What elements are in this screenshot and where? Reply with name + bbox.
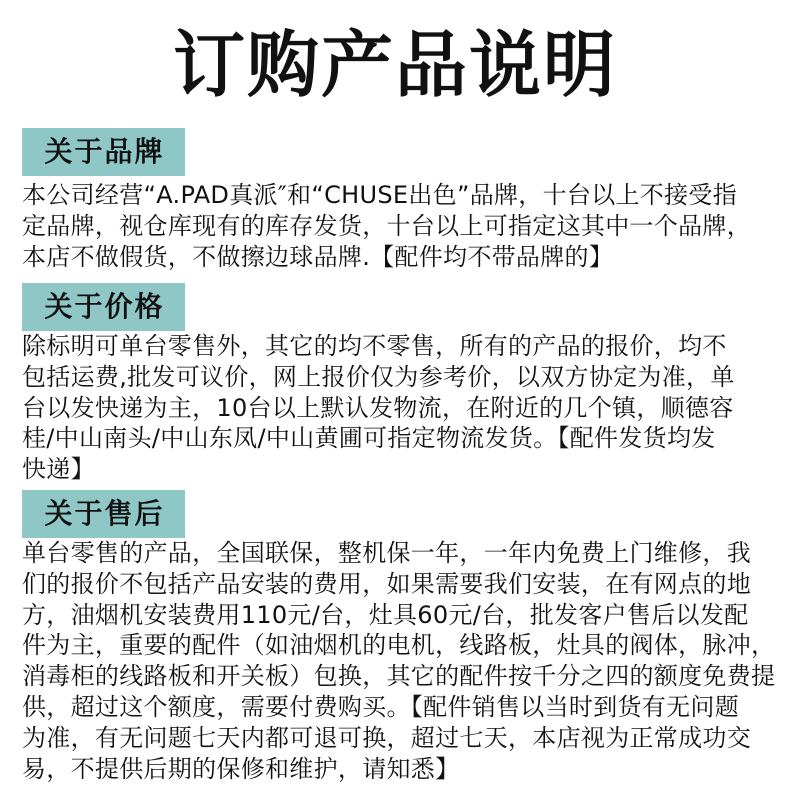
section-heading-label: 关于品牌 xyxy=(44,135,165,168)
body-line: 件为主，重要的配件（如油烟机的电机，线路板，灶具的阀体，脉冲， xyxy=(22,631,776,660)
body-line: 包括运费,批发可议价，网上报价仅为参考价，以双方协定为准，单 xyxy=(22,362,735,391)
body-line: 本公司经营“A.PAD真派″和“CHUSE出色”品牌，十台以上不接受指 xyxy=(22,181,737,209)
section-heading-label: 关于售后 xyxy=(44,497,165,530)
body-line: 消毒柜的线路板和开关板）包换，其它的配件按千分之四的额度免费提 xyxy=(22,662,776,691)
body-line: 定品牌，视仓库现有的库存发货，十台以上可指定这其中一个品牌， xyxy=(22,211,751,240)
body-line: 易，不提供后期的保修和维护，请知悉】 xyxy=(22,754,460,783)
section-price xyxy=(22,283,782,485)
section-heading-price xyxy=(22,283,185,331)
page-title: 订购产品说明 xyxy=(172,23,617,107)
body-line: 为准，有无问题七天内都可退可换，超过七天，本店视为正常成功交 xyxy=(22,723,751,752)
section-brand xyxy=(22,128,782,272)
body-line: 快递】 xyxy=(22,455,95,484)
body-line: 本店不做假货，不做擦边球品牌.【配件均不带品牌的】 xyxy=(22,242,614,271)
body-line: 方，油烟机安装费用110元/台，灶具60元/台，批发客户售后以发配 xyxy=(22,600,749,629)
section-heading-label: 关于价格 xyxy=(44,290,165,323)
section-after-sales xyxy=(22,490,782,784)
section-body-after-sales xyxy=(22,538,782,784)
body-line: 桂/中山南头/中山东凤/中山黄圃可指定物流发货。【配件发货均发 xyxy=(22,424,716,453)
section-body-brand xyxy=(22,180,782,272)
body-line: 除标明可单台零售外，其它的均不零售，所有的产品的报价，均不 xyxy=(22,332,727,360)
body-line: 们的报价不包括产品安装的费用，如果需要我们安装，在有网点的地 xyxy=(22,569,751,598)
body-line: 单台零售的产品，全国联保，整机保一年，一年内免费上门维修，我 xyxy=(22,539,751,567)
section-body-price xyxy=(22,331,782,485)
body-line: 供，超过这个额度，需要付费购买。【配件销售以当时到货有无问题 xyxy=(22,692,739,721)
body-line: 台以发快递为主，10台以上默认发物流，在附近的几个镇，顺德容 xyxy=(22,393,734,422)
section-heading-brand xyxy=(22,128,185,176)
section-heading-after-sales xyxy=(22,490,185,538)
